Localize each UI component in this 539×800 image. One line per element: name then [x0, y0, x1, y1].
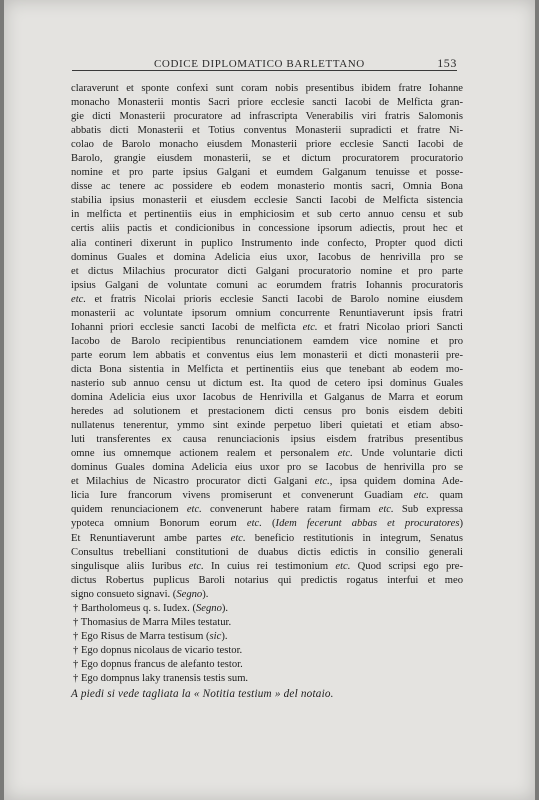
text-line: nullatenus tenerentur, ymmo sint exinde perpetuo liberi quietati et etiam abso- — [71, 420, 463, 432]
document-page — [4, 0, 535, 800]
signature-line: † Thomasius de Marra Miles testatur. — [73, 616, 232, 628]
text-line: gie dicti Monasterii procuratore ad infrascripta Venerabilis viri fratris Salomonis — [71, 111, 463, 123]
text-line: claraverunt et sponte confexi sunt coram nobis presentibus ibidem fratre Iohanne — [71, 83, 463, 94]
text-line: heredes ad solutionem et prestacionem dicti census pro bonis eisdem debiti — [71, 406, 463, 418]
signature-list — [71, 602, 463, 687]
text-line: dominus Guales et domina Adelicia eius uxor, Iacobus de henrivilla pro se — [71, 251, 463, 263]
text-line: Iacobo de Barolo recipientibus renunciationem eamdem vice nomine et pro — [71, 335, 463, 347]
text-line: colao de Barolo monacho eiusdem Monasterii priore ecclesie Sancti Iacobi de — [71, 139, 463, 151]
text-line: certis aliis pactis et condicionibus in concessione ipsorum adiectis, prout hec et — [71, 223, 463, 235]
text-line: dicta Bona sistentia in Melficta et pertinentiis eius que tenebant ab eodem mo- — [71, 363, 463, 375]
text-line: nomine et pro parte ipsius Galgani et eumdem Galganum tenuisse et posse- — [71, 167, 463, 179]
header-rule — [72, 70, 457, 71]
text-line: monacho Monasterii montis Sacri priore ecclesie sancti Iacobi de Melficta gran- — [71, 97, 463, 109]
text-line: Consultus trebelliani constitutioni de duabus dictis edictis in consilio generali — [71, 546, 463, 558]
text-line: parte eorum lem abbatis et conventus eius lem monasterii et dicti monasterii pre- — [71, 349, 463, 361]
text-line: singulisque aliis Iuribus etc. In cuius rei testimonium etc. Quod scripsi ego pre- — [71, 560, 463, 572]
text-line: et Milachius de Nicastro procurator dicti Galgani etc., ipsa quidem domina Ade- — [71, 476, 463, 488]
page-header — [72, 52, 457, 72]
text-line: luti transferentes ex causa renunciacionis ipsius eisdem fratribus presentibus — [71, 434, 463, 446]
text-line: quidem renunciacionem etc. convenerunt habere ratam firmam etc. Sub expressa — [71, 504, 463, 516]
text-line: signo consueto signavi. (Segno). — [71, 588, 209, 600]
text-line: Barolo, grangie eiusdem monasterii, se et dictum procuratorem procuratorio — [71, 153, 463, 165]
signature-line: † Ego dompnus laky tranensis testis sum. — [73, 673, 249, 685]
document-body — [71, 82, 463, 701]
text-line: ypoteca omnium Bonorum eorum etc. (Idem fecerunt abbas et procuratores) — [71, 518, 463, 530]
text-line: abbatis dicti Monasterii et Totius conventus Monasterii supradicti et fratre Ni- — [71, 125, 463, 137]
text-line: dominus Guales domina Adelicia eius uxor pro se Iacobus de henrivilla pro se — [71, 462, 463, 474]
closing-note: A piedi si vede tagliata la « Notitia testium » del notaio. — [71, 688, 334, 701]
text-line: in melficta et pertinentiis eius in emphiciosim et sub certo annuo censu et sub — [71, 209, 463, 221]
signature-line: † Ego dopnus nicolaus de vicario testor. — [73, 645, 243, 657]
running-title: CODICE DIPLOMATICO BARLETTANO — [154, 58, 365, 70]
text-line: ipsius Galgani de voluntate comuni ac eorumdem fratris Iohannis procuratoris — [71, 279, 463, 291]
text-line: dictus Robertus puplicus Baroli notarius qui predictis rogatus interfui et meo — [71, 574, 463, 586]
signature-line: † Ego Risus de Marra testisum (sic). — [73, 630, 228, 642]
text-line: stabilia ipsius monasterii et eiusdem ecclesie Sancti Iacobi de Melficta sistencia — [71, 195, 463, 207]
text-line: Iohanni priori ecclesie sancti Iacobi de melficta etc. et fratri Nicolao priori Sancti — [71, 321, 463, 333]
charter-text — [71, 82, 463, 602]
text-line: etc. et fratris Nicolai prioris ecclesie Sancti Iacobi de Barolo nomine eiusdem — [71, 293, 463, 305]
text-line: et dictus Milachius procurator dicti Galgani procuratorio nomine et pro parte — [71, 265, 463, 277]
text-line: disse ac tenere ac possidere eb eodem monasterio montis sacri, Omnia Bona — [71, 181, 463, 193]
text-line: monasterii ac voluntate ipsorum omnium concurrente Renuntiaverunt ipsis fratri — [71, 307, 463, 319]
text-line: omne ius omnemque actionem realem et personalem etc. Unde voluntarie dicti — [71, 448, 463, 460]
text-line: alia contineri dixerunt in puplico Instrumento inde confecto, Propter quod dicti — [71, 237, 463, 249]
text-line: domina Adelicia eius uxor Iacobus de Henrivilla et Galganus de Marra et eorum — [71, 392, 463, 404]
signature-line: † Ego dopnus francus de alefanto testor. — [73, 659, 243, 671]
text-line: nasterio sub annuo censu ut dictum est. Ita quod de cetero ipsi dominus Guales — [71, 377, 463, 389]
page-number: 153 — [437, 56, 457, 70]
text-line: Et Renuntiaverunt ambe partes etc. beneficio restitutionis in integrum, Senatus — [71, 532, 463, 544]
text-line: licia Iure francorum vivens promiserunt et convenerunt Guadiam etc. quam — [71, 490, 463, 502]
signature-line: † Bartholomeus q. s. Iudex. (Segno). — [73, 602, 229, 614]
